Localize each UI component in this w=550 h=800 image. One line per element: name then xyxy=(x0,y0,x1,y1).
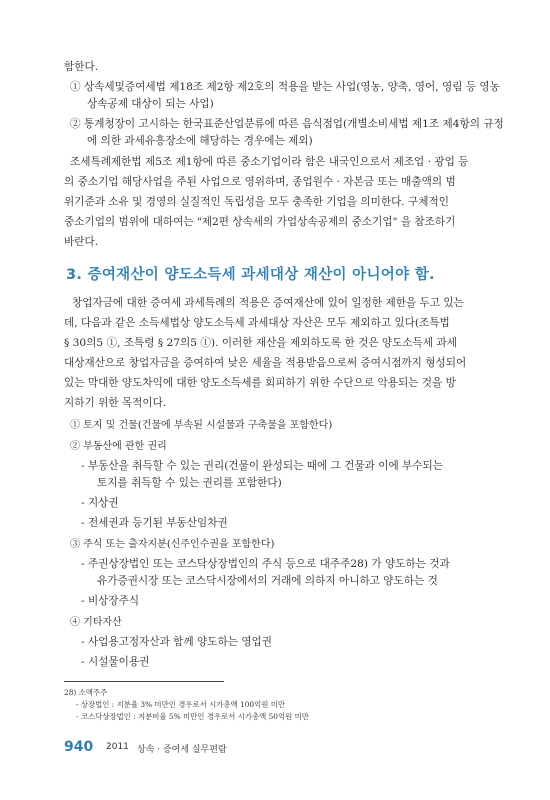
text-line: 데, 다음과 같은 소득세법상 양도소득세 과세대상 자산은 모두 제외하고 있다(조특법 xyxy=(64,317,450,329)
text-line: 대상재산으로 창업자금을 증여하여 낮은 세율을 적용받음으로써 증여시점까지 형성되어 xyxy=(64,357,467,369)
text-line: 지하기 위한 목적이다. xyxy=(64,397,167,409)
text-line: 있는 막대한 양도차익에 대한 양도소득세를 회피하기 위한 수단으로 악용되는 것을 방 xyxy=(64,377,456,389)
text-line: § 30의5 ①, 조특령 § 27의5 ①). 이러한 재산을 제외하도록 한 것은 양도소득세 과세 xyxy=(64,337,457,349)
text-line: 상속공제 대상이 되는 사업) xyxy=(87,98,214,110)
footer-book-title: 상속 · 증여세 실무편람 xyxy=(137,745,227,755)
list-item: ④ 기타자산 xyxy=(70,617,122,628)
text-line: 창업자금에 대한 증여세 과세특례의 적용은 증여재산에 있어 일정한 제한을 두고 있는 xyxy=(72,297,464,309)
footnote-line: 28) 소액주주 xyxy=(64,688,108,697)
page-number: 940 xyxy=(64,739,94,755)
text-line: ② 통계청장이 고시하는 한국표준산업분류에 따른 음식점업(개별소비세법 제1조 제4항의 규정 xyxy=(70,118,504,130)
text-line: 중소기업의 범위에 대하여는 "제2편 상속세의 가업상속공제의 중소기업" 을 참조하기 xyxy=(64,216,456,228)
list-item: - 지상권 xyxy=(81,497,119,509)
text-line: 바란다. xyxy=(64,236,99,248)
section-heading: 3. 증여재산이 양도소득세 과세대상 재산이 아니어야 함. xyxy=(66,267,435,283)
text-line: 위기준과 소유 및 경영의 실질적인 독립성을 모두 충족한 기업을 의미한다. 구체적인 xyxy=(64,196,449,208)
list-item: ③ 주식 또는 출자지분(신주인수권을 포함한다) xyxy=(70,539,275,550)
text-line: 함한다. xyxy=(64,61,99,73)
list-item: - 부동산을 취득할 수 있는 권리(건물이 완성되는 때에 그 건물과 이에 부수되는 xyxy=(81,460,443,472)
list-item: 유가증권시장 또는 코스닥시장에서의 거래에 의하지 아니하고 양도하는 것 xyxy=(97,575,438,587)
list-item: - 시설물이용권 xyxy=(81,656,150,668)
list-item: ① 토지 및 건물(건물에 부속된 시설물과 구축물을 포함한다) xyxy=(70,420,333,431)
list-item: 토지를 취득할 수 있는 권리를 포함한다) xyxy=(97,477,282,489)
footnote-line: - 상장법인 : 지분율 3% 미만인 경우로서 시가총액 100억원 미만 xyxy=(76,700,286,709)
text-line: 에 의한 과세유흥장소에 해당하는 경우에는 제외) xyxy=(87,135,313,147)
list-item: - 전세권과 등기된 부동산임차권 xyxy=(81,517,228,529)
footnote-divider xyxy=(64,681,224,682)
text-line: 의 중소기업 해당사업을 주된 사업으로 영위하며, 종업원수 · 자본금 또는 매출액의 범 xyxy=(64,176,456,188)
text-line: ① 상속세및증여세법 제18조 제2항 제2호의 적용을 받는 사업(영농, 양축, 영어, 영림 등 영농 xyxy=(70,81,500,93)
list-item: - 주권상장법인 또는 코스닥상장법인의 주식 등으로 대주주28) 가 양도하는 것과 xyxy=(81,558,450,570)
footnote-line: - 코스닥상장법인 : 지분비율 5% 미만인 경우로서 시가총액 50억원 미만 xyxy=(76,712,309,721)
list-item: ② 부동산에 관한 권리 xyxy=(70,441,167,452)
list-item: - 비상장주식 xyxy=(81,595,140,607)
list-item: - 사업용고정자산과 함께 양도하는 영업권 xyxy=(81,636,273,648)
footer-year: 2011 xyxy=(106,742,129,752)
text-line: 조세특례제한법 제5조 제1항에 따른 중소기업이라 함은 내국인으로서 제조업 · 광업 등 xyxy=(70,156,469,168)
